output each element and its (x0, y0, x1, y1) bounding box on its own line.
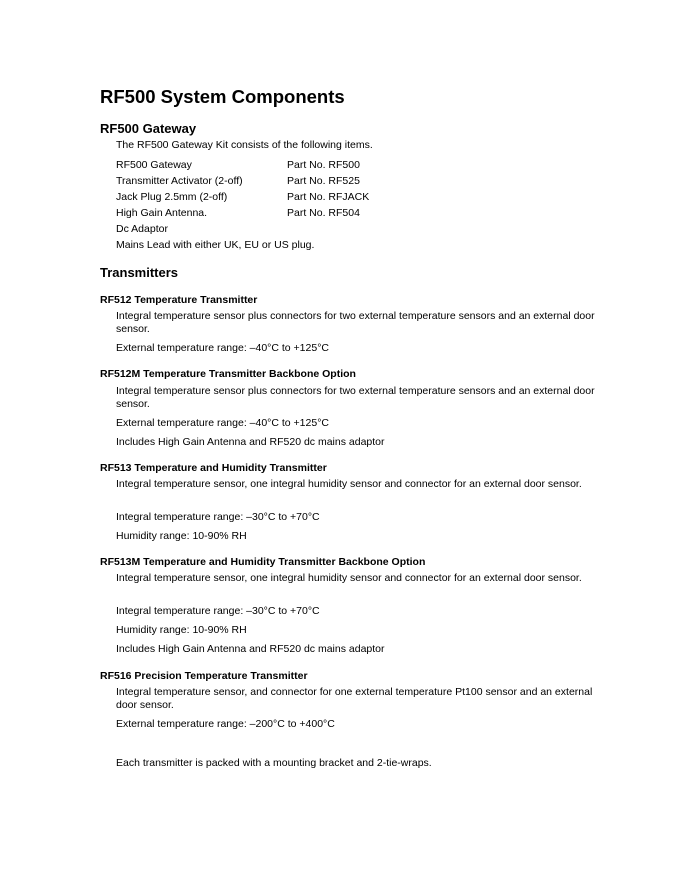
kit-item-part-number: Part No. RF500 (287, 159, 360, 171)
product-spec: External temperature range: –40°C to +125°C (116, 417, 329, 429)
kit-item-name: Jack Plug 2.5mm (2-off) (116, 191, 228, 203)
product-spec: Humidity range: 10-90% RH (116, 530, 247, 542)
product-description: Integral temperature sensor, one integral humidity sensor and connector for an external door sensor. (116, 478, 582, 490)
product-description: Integral temperature sensor, one integral humidity sensor and connector for an external door sensor. (116, 572, 582, 584)
product-description: Integral temperature sensor plus connectors for two external temperature sensors and an external door sensor. (116, 385, 595, 410)
product-title-rf512m: RF512M Temperature Transmitter Backbone Option (100, 368, 356, 380)
product-spec: Includes High Gain Antenna and RF520 dc mains adaptor (116, 436, 385, 448)
kit-item-name: RF500 Gateway (116, 159, 192, 171)
kit-item-name: Dc Adaptor (116, 223, 168, 235)
product-description: Integral temperature sensor plus connectors for two external temperature sensors and an external door sensor. (116, 310, 595, 335)
product-title-rf513m: RF513M Temperature and Humidity Transmitter Backbone Option (100, 556, 426, 568)
kit-item-part-number: Part No. RF525 (287, 175, 360, 187)
product-title-rf512: RF512 Temperature Transmitter (100, 294, 258, 306)
product-spec: Includes High Gain Antenna and RF520 dc mains adaptor (116, 643, 385, 655)
kit-item-name: High Gain Antenna. (116, 207, 208, 219)
kit-item-name: Mains Lead with either UK, EU or US plug. (116, 239, 315, 251)
product-title-rf516: RF516 Precision Temperature Transmitter (100, 670, 308, 682)
product-spec: Integral temperature range: –30°C to +70°C (116, 511, 320, 523)
kit-item-part-number: Part No. RFJACK (287, 191, 370, 203)
product-description: Integral temperature sensor, and connector for one external temperature Pt100 sensor and an external door sensor. (116, 686, 593, 711)
product-spec: Integral temperature range: –30°C to +70°C (116, 605, 320, 617)
kit-item-part-number: Part No. RF504 (287, 207, 360, 219)
section-heading-gateway: RF500 Gateway (100, 121, 197, 136)
product-spec: External temperature range: –40°C to +125°C (116, 342, 329, 354)
product-spec: External temperature range: –200°C to +400°C (116, 718, 335, 730)
section-heading-transmitters: Transmitters (100, 265, 179, 280)
kit-item-name: Transmitter Activator (2-off) (116, 175, 243, 187)
product-spec: Humidity range: 10-90% RH (116, 624, 247, 636)
packing-note: Each transmitter is packed with a mounting bracket and 2-tie-wraps. (116, 757, 432, 769)
gateway-intro: The RF500 Gateway Kit consists of the following items. (116, 139, 373, 151)
product-title-rf513: RF513 Temperature and Humidity Transmitter (100, 462, 327, 474)
page-title: RF500 System Components (100, 86, 345, 107)
